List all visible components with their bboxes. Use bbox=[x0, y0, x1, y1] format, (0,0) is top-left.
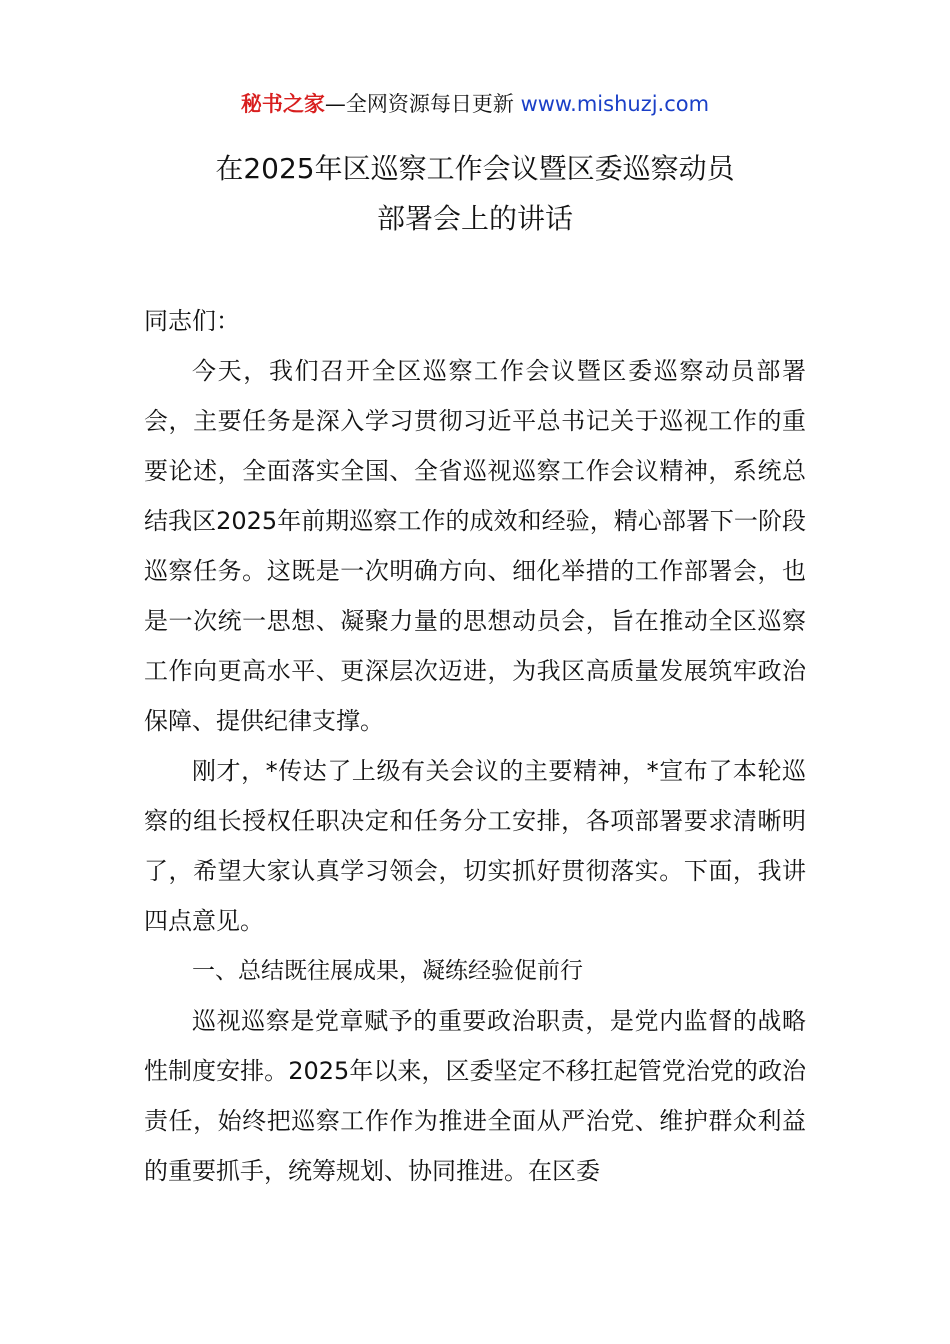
title-line-1: 在2025年区巡察工作会议暨区委巡察动员 bbox=[215, 152, 735, 185]
document-body bbox=[144, 296, 806, 1196]
header-banner bbox=[0, 88, 950, 120]
salutation: 同志们： bbox=[144, 307, 240, 335]
paragraph-section-1: 巡视巡察是党章赋予的重要政治职责，是党内监督的战略性制度安排。2025年以来，区委坚定不移扛起管党治党的政治责任，始终把巡察工作作为推进全面从严治党、维护群众利益的重要抓手，统筹规划、协同推进。在区委 bbox=[144, 1007, 806, 1185]
banner-tagline: —全网资源每日更新 bbox=[324, 92, 521, 116]
paragraph-agenda: 刚才，*传达了上级有关会议的主要精神，*宣布了本轮巡察的组长授权任职决定和任务分工安排，各项部署要求清晰明了，希望大家认真学习领会，切实抓好贯彻落实。下面，我讲四点意见。 bbox=[144, 757, 806, 935]
title-line-2: 部署会上的讲话 bbox=[376, 202, 573, 235]
website-link[interactable]: www.mishuzj.com bbox=[520, 92, 710, 116]
paragraph-opening: 今天，我们召开全区巡察工作会议暨区委巡察动员部署会，主要任务是深入学习贯彻习近平总书记关于巡视工作的重要论述，全面落实全国、全省巡视巡察工作会议精神，系统总结我区2025年前期巡察工作的成效和经验，精心部署下一阶段巡察任务。这既是一次明确方向、细化举措的工作部署会，也是一次统一思想、凝聚力量的思想动员会，旨在推动全区巡察工作向更高水平、更深层次迈进，为我区高质量发展筑牢政治保障、提供纪律支撑。 bbox=[144, 357, 806, 735]
document-title bbox=[0, 144, 950, 244]
section-heading-1: 一、总结既往展成果，凝练经验促前行 bbox=[192, 958, 583, 984]
brand-name: 秘书之家 bbox=[240, 92, 325, 116]
